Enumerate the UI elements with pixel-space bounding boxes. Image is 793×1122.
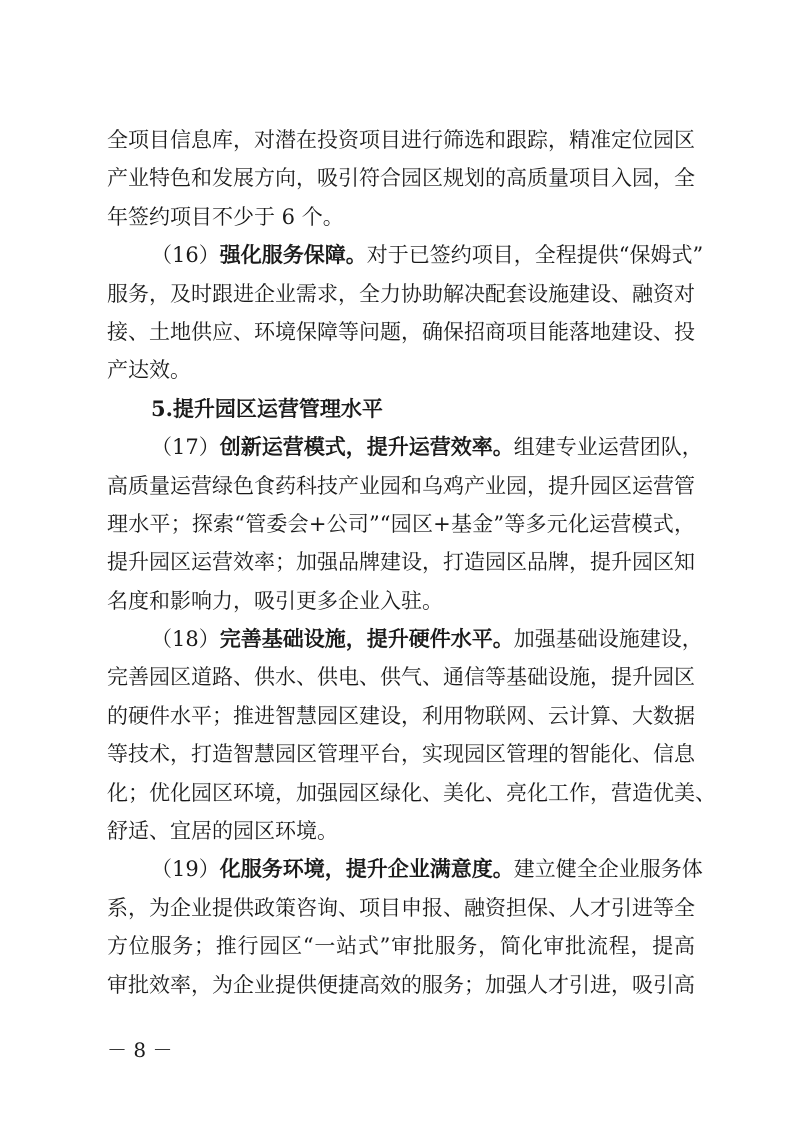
text-line: 的硬件水平；推进智慧园区建设，利用物联网、云计算、大数据 (107, 703, 695, 728)
text-line: 理水平；探索“管委会+公司”“园区+基金”等多元化运营模式， (107, 511, 695, 536)
section-heading: 5.提升园区运营管理水平 (151, 395, 383, 421)
text-line: 方位服务；推行园区“一站式”审批服务，简化审批流程，提高 (107, 934, 695, 959)
text-line: 产达效。 (107, 358, 191, 383)
text-line: 接、土地供应、环境保障等问题，确保招商项目能落地建设、投 (107, 319, 695, 344)
item-text: 对于已签约项目，全程提供“保姆式” (366, 243, 704, 268)
text-line: 名度和影响力，吸引更多企业入驻。 (107, 588, 443, 613)
text-line: 等技术，打造智慧园区管理平台，实现园区管理的智能化、信息 (107, 742, 695, 767)
paragraph-18 (107, 620, 716, 850)
item-number: （16） (151, 243, 220, 268)
text-line: 舒适、宜居的园区环境。 (107, 819, 338, 844)
item-title: 强化服务保障。 (219, 242, 367, 268)
item-title: 化服务环境，提升企业满意度。 (219, 856, 514, 882)
item-title: 创新运营模式，提升运营效率。 (219, 434, 514, 460)
page-number: － 8 － (107, 1038, 173, 1062)
text-line: 全项目信息库，对潜在投资项目进行筛选和跟踪，精准定位园区 (107, 128, 695, 152)
item-number: （17） (151, 435, 220, 460)
item-text: 组建专业运营团队， (513, 435, 703, 460)
text-line: 完善园区道路、供水、供电、供气、通信等基础设施，提升园区 (107, 665, 695, 690)
paragraph-17 (107, 428, 703, 620)
text-line (107, 850, 703, 888)
item-title: 完善基础设施，提升硬件水平。 (219, 626, 514, 652)
paragraph-15-continued (107, 121, 695, 236)
document-body (107, 121, 716, 1004)
paragraph-16 (107, 236, 704, 390)
text-line (107, 236, 704, 274)
text-line: 年签约项目不少于 6 个。 (107, 204, 344, 229)
item-text: 加强基础设施建设， (513, 627, 703, 652)
text-line: 高质量运营绿色食药科技产业园和乌鸡产业园，提升园区运营管 (107, 473, 695, 498)
item-number: （19） (151, 857, 220, 882)
text-line: 提升园区运营效率；加强品牌建设，打造园区品牌，提升园区知 (107, 550, 695, 575)
text-line: 服务，及时跟进企业需求，全力协助解决配套设施建设、融资对 (107, 281, 695, 306)
text-line (107, 428, 703, 466)
text-line: 审批效率，为企业提供便捷高效的服务；加强人才引进，吸引高 (107, 972, 695, 997)
text-line (107, 620, 703, 658)
paragraph-19 (107, 850, 703, 1004)
item-number: （18） (151, 627, 220, 652)
text-line: 化；优化园区环境，加强园区绿化、美化、亮化工作，营造优美、 (107, 780, 716, 805)
item-text: 建立健全企业服务体 (513, 857, 703, 882)
text-line: 系，为企业提供政策咨询、项目申报、融资担保、人才引进等全 (107, 895, 695, 920)
text-line: 产业特色和发展方向，吸引符合园区规划的高质量项目入园，全 (107, 166, 695, 191)
